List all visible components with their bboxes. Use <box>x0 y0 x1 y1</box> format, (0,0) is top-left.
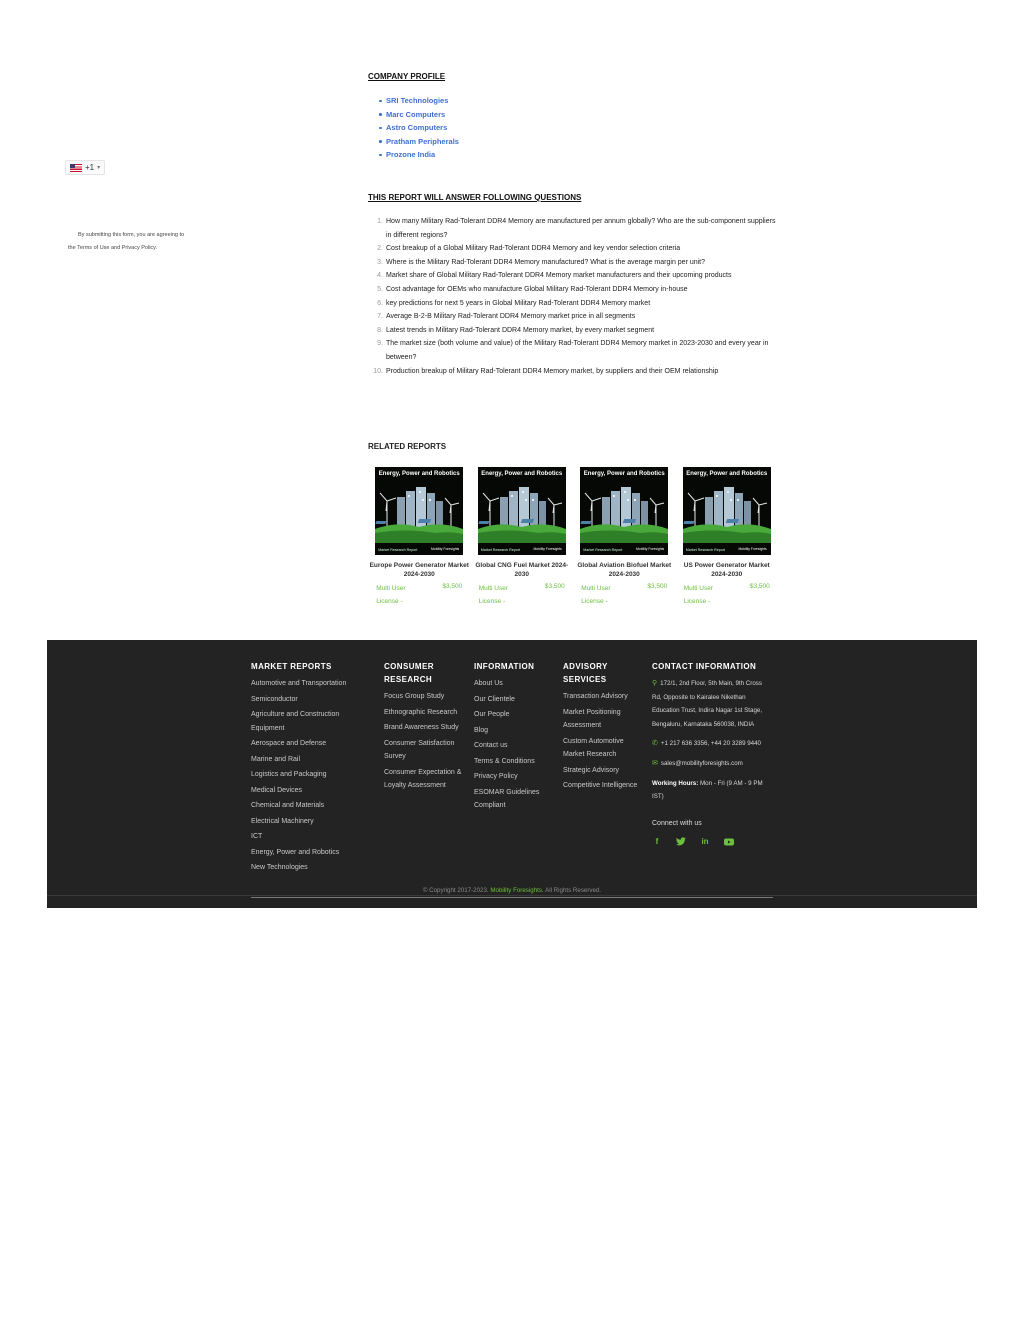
footer-rule <box>251 897 773 898</box>
license-label: Multi User License - <box>376 585 406 605</box>
question-item: 10. Production breakup of Military Rad-Tolerant DDR4 Memory market, by suppliers and their OEM relationship <box>373 367 719 375</box>
footer-heading: INFORMATION <box>474 662 535 671</box>
copyright: © Copyright 2017-2023. Mobility Foresights. All Rights Reserved. <box>422 887 602 894</box>
footer-link[interactable]: Chemical and Materials <box>251 802 325 809</box>
company-link[interactable]: Marc Computers <box>386 108 459 122</box>
footer-link[interactable]: Competitive Intelligence <box>563 782 638 789</box>
footer-link[interactable]: Marine and Rail <box>251 755 301 763</box>
footer-link[interactable]: ESOMAR Guidelines Compliant <box>474 788 540 809</box>
footer-link[interactable]: ICT <box>251 833 263 840</box>
question-item: 1. How many Military Rad-Tolerant DDR4 Memory are manufactured per annum globally? Who are the sub-component suppliers in different regions? <box>377 218 776 239</box>
footer-link[interactable]: Agriculture and Construction Equipment <box>251 711 340 732</box>
city-wind-illustration <box>375 481 463 543</box>
question-item: 6. key predictions for next 5 years in Global Military Rad-Tolerant DDR4 Memory market <box>377 299 651 307</box>
footer-link[interactable]: Transaction Advisory <box>563 693 628 700</box>
city-wind-illustration <box>478 481 566 543</box>
footer-divider <box>47 895 977 896</box>
related-reports-heading: RELATED REPORTS <box>368 442 447 451</box>
linkedin-icon[interactable]: in <box>701 837 709 847</box>
footer-market-reports <box>251 660 371 877</box>
license-label: Multi User License - <box>581 585 611 605</box>
report-price: $3,500 <box>647 583 668 590</box>
company-link[interactable]: Astro Computers <box>386 121 459 135</box>
footer-link[interactable]: Semiconductor <box>251 695 298 703</box>
questions-list <box>368 215 778 378</box>
footer-link[interactable]: Our Clientele <box>474 695 515 703</box>
related-report-card[interactable] <box>471 467 574 608</box>
questions-heading: THIS REPORT WILL ANSWER FOLLOWING QUESTIONS <box>368 193 582 202</box>
city-wind-illustration <box>683 481 771 543</box>
footer-link[interactable]: Automotive and Transportation <box>251 680 347 687</box>
footer-link[interactable]: Terms & Conditions <box>474 757 535 765</box>
footer-link[interactable]: Market Positioning Assessment <box>563 708 621 729</box>
report-price: $3,500 <box>749 583 770 590</box>
footer-link[interactable]: Strategic Advisory <box>563 766 620 774</box>
company-profile-heading: COMPANY PROFILE <box>368 72 446 81</box>
consent-line: By submitting this form, you are agreeing to <box>78 232 185 238</box>
question-item: 8. Latest trends in Military Rad-Tolerant DDR4 Memory market, by every market segment <box>377 326 655 334</box>
connect-label: Connect with us <box>652 819 702 827</box>
footer-link[interactable]: Aerospace and Defense <box>251 740 327 747</box>
company-link[interactable]: SRI Technologies <box>386 94 459 108</box>
footer-heading: CONTACT INFORMATION <box>652 662 757 671</box>
footer-link[interactable]: Contact us <box>474 742 508 749</box>
chevron-down-icon: ▾ <box>97 165 101 171</box>
footer-link[interactable]: Logistics and Packaging <box>251 771 327 778</box>
related-reports-grid <box>368 467 778 608</box>
report-thumbnail[interactable]: Energy, Power and Robotics Market Research Report Mobility Foresights <box>375 467 463 555</box>
question-item: 7. Average B-2-B Military Rad-Tolerant DDR4 Memory market price in all segments <box>377 313 636 321</box>
social-links <box>652 837 772 847</box>
question-item: 2. Cost breakup of a Global Military Rad-Tolerant DDR4 Memory and key vendor selection criteria <box>377 245 681 253</box>
footer-link[interactable]: Brand Awareness Study <box>384 724 459 731</box>
report-title[interactable]: Global CNG Fuel Market 2024-2030 <box>475 562 569 578</box>
mail-icon: ✉ <box>652 759 658 767</box>
related-report-card[interactable] <box>368 467 471 608</box>
question-item: 4. Market share of Global Military Rad-Tolerant DDR4 Memory market manufacturers and their upcoming products <box>377 272 732 280</box>
question-item: 9. The market size (both volume and value) of the Military Rad-Tolerant DDR4 Memory market in 2023-2030 and every year in between? <box>377 340 769 361</box>
related-report-card[interactable] <box>573 467 676 608</box>
question-item: 5. Cost advantage for OEMs who manufacture Global Military Rad-Tolerant DDR4 Memory in-house <box>377 285 688 293</box>
facebook-icon[interactable]: f <box>655 837 659 847</box>
footer-consumer-research <box>384 660 464 795</box>
phone-prefix-code: +1 <box>85 163 95 172</box>
report-price: $3,500 <box>442 583 463 590</box>
consent-note <box>68 229 198 255</box>
footer-link[interactable]: New Technologies <box>251 864 308 871</box>
company-list <box>386 94 459 162</box>
consent-line: the Terms of Use and Privacy Policy. <box>68 245 158 251</box>
report-thumbnail[interactable]: Energy, Power and Robotics Market Research Report Mobility Foresights <box>683 467 771 555</box>
footer-link[interactable]: Ethnographic Research <box>384 708 458 716</box>
footer-link[interactable]: Blog <box>474 726 489 734</box>
phone-country-selector[interactable] <box>65 160 105 175</box>
location-icon: ⚲ <box>652 680 658 687</box>
footer-heading: MARKET REPORTS <box>251 662 332 671</box>
report-title[interactable]: US Power Generator Market 2024-2030 <box>683 562 770 578</box>
footer-link[interactable]: Privacy Policy <box>474 773 518 780</box>
city-wind-illustration <box>580 481 668 543</box>
report-title[interactable]: Europe Power Generator Market 2024-2030 <box>369 562 469 578</box>
phone-icon: ✆ <box>652 740 658 748</box>
footer-link[interactable]: Custom Automotive Market Research <box>563 737 624 758</box>
license-label: Multi User License - <box>478 585 509 605</box>
contact-address: ⚲ 172/1, 2nd Floor, 5th Main, 9th Cross Rd, Opposite to Kairalee Nikethan Education Trust, Indira Nagar 1st Stage, Bengaluru, Karnataka 560038, INDIA <box>652 680 763 728</box>
footer-contact <box>652 660 772 847</box>
footer-link[interactable]: Our People <box>474 711 510 718</box>
company-link[interactable]: Prozone India <box>386 148 459 162</box>
footer-link[interactable]: Consumer Satisfaction Survey <box>384 739 455 760</box>
contact-email[interactable]: ✉ sales@mobilityforesights.com <box>652 759 743 767</box>
footer-link[interactable]: About Us <box>474 680 503 687</box>
question-item: 3. Where is the Military Rad-Tolerant DDR4 Memory manufactured? What is the average margin per unit? <box>377 258 706 266</box>
site-footer <box>47 640 977 908</box>
report-title[interactable]: Global Aviation Biofuel Market 2024-2030 <box>577 562 672 578</box>
footer-heading: ADVISORY SERVICES <box>563 662 608 684</box>
contact-hours: Working Hours: Mon - Fri (9 AM - 9 PM IST) <box>652 779 763 801</box>
report-price: $3,500 <box>544 583 565 590</box>
footer-link[interactable]: Electrical Machinery <box>251 817 314 825</box>
company-link[interactable]: Pratham Peripherals <box>386 135 459 149</box>
footer-heading: CONSUMER RESEARCH <box>384 662 434 684</box>
contact-phone[interactable]: ✆ +1 217 636 3356, +44 20 3289 9440 <box>652 740 762 748</box>
footer-link[interactable]: Focus Group Study <box>384 693 445 700</box>
us-flag-icon <box>70 164 82 172</box>
report-thumbnail[interactable]: Energy, Power and Robotics Market Research Report Mobility Foresights <box>478 467 566 555</box>
brand-link[interactable]: Mobility Foresights. <box>490 887 544 894</box>
footer-link[interactable]: Medical Devices <box>251 786 302 794</box>
twitter-icon[interactable] <box>676 837 686 847</box>
footer-advisory <box>563 660 638 795</box>
footer-link[interactable]: Energy, Power and Robotics <box>251 848 340 856</box>
license-label: Multi User License - <box>683 585 714 605</box>
related-report-card[interactable] <box>676 467 779 608</box>
footer-link[interactable]: Consumer Expectation & Loyalty Assessment <box>384 768 462 789</box>
youtube-icon[interactable] <box>724 837 734 847</box>
footer-information <box>474 660 554 815</box>
report-thumbnail[interactable]: Energy, Power and Robotics Market Research Report Mobility Foresights <box>580 467 668 555</box>
